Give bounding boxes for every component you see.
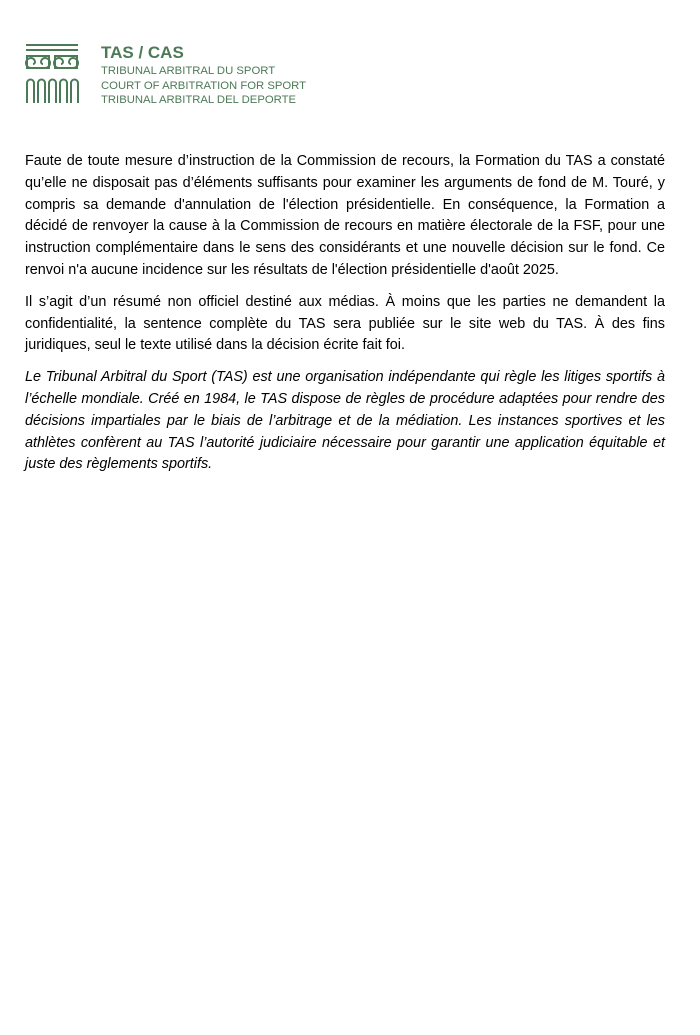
org-title: TAS / CAS — [101, 43, 184, 62]
letterhead — [25, 43, 425, 109]
paragraph-about-cas: Le Tribunal Arbitral du Sport (TAS) est une organisation indépendante qui règle les litiges sportifs à l’échelle mondiale. Créé en 1984, le TAS dispose de règles de procédure adaptées pour rendre des décisions impartiales par le biais de l’arbitrage et de la médiation. Les instances sportives et les athlètes confèrent au TAS l’autorité judiciaire nécessaire pour garantir une application équitable et juste des règlements sportifs. — [25, 369, 665, 473]
organization-name-block — [101, 43, 421, 108]
document-body — [25, 151, 665, 486]
org-subtitle-en: COURT OF ARBITRATION FOR SPORT — [101, 79, 307, 92]
paragraph-decision: Faute de toute mesure d’instruction de la Commission de recours, la Formation du TAS a constaté qu’elle ne disposait pas d’éléments suffisants pour examiner les arguments de fond de M. Touré, y compris sa demande d'annulation de l'élection présidentielle. En conséquence, la Formation a décidé de renvoyer la cause à la Commission de recours en matière électorale de la FSF, pour une instruction complémentaire dans le sens des considérants et une nouvelle décision sur le fond. Ce renvoi n'a aucune incidence sur les résultats de l'élection présidentielle d'août 2025. — [25, 153, 665, 278]
paragraph-media-summary: Il s’agit d’un résumé non officiel destiné aux médias. À moins que les parties ne demandent la confidentialité, la sentence complète du TAS sera publiée sur le site web du TAS. À des fins juridiques, seul le texte utilisé dans la décision écrite fait foi. — [25, 293, 665, 354]
org-subtitle-fr: TRIBUNAL ARBITRAL DU SPORT — [101, 65, 276, 77]
cas-temple-column-icon — [25, 43, 79, 105]
org-subtitle-es: TRIBUNAL ARBITRAL DEL DEPORTE — [101, 94, 297, 106]
